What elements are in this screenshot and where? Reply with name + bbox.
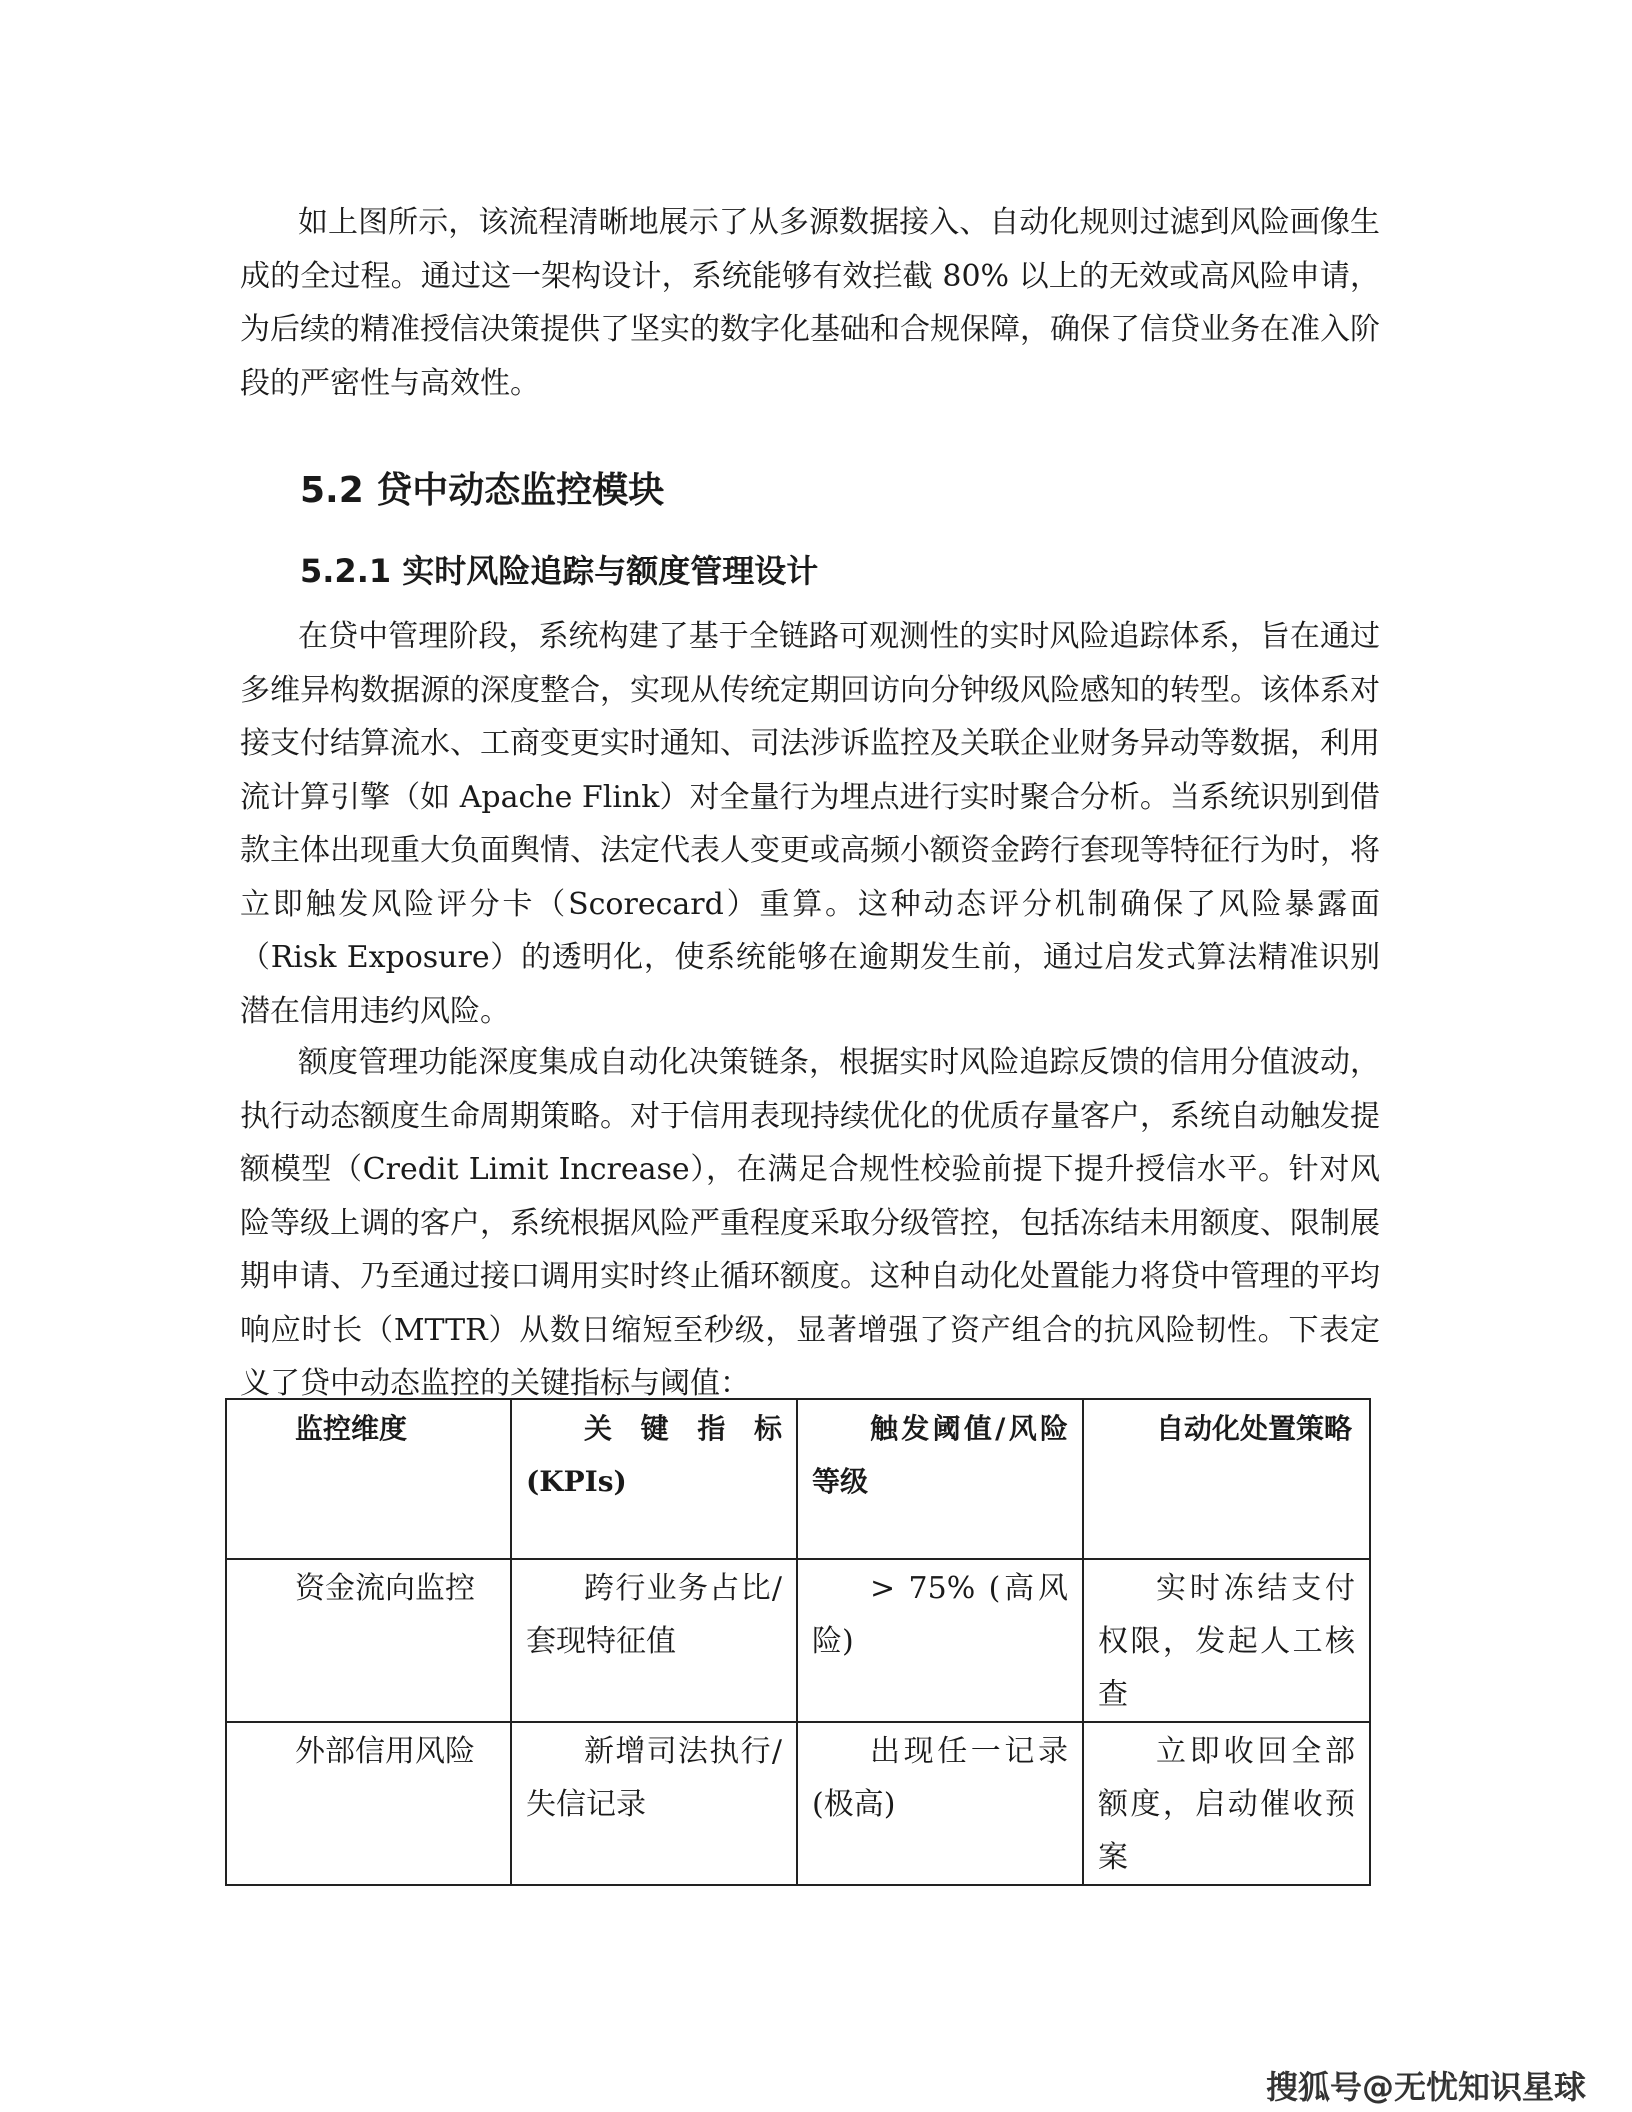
table-header-cell: 自动化处置策略 bbox=[1083, 1399, 1370, 1559]
table-row bbox=[226, 1722, 1370, 1885]
table-cell: 资金流向监控 bbox=[226, 1559, 511, 1722]
table-row bbox=[226, 1559, 1370, 1722]
table-header-row bbox=[226, 1399, 1370, 1559]
table-header-cell: 监控维度 bbox=[226, 1399, 511, 1559]
intro-paragraph: 如上图所示，该流程清晰地展示了从多源数据接入、自动化规则过滤到风险画像生成的全过程。通过这一架构设计，系统能够有效拦截 80% 以上的无效或高风险申请，为后续的精准授信决策提供了坚实的数字化基础和合规保障，确保了信贷业务在准入阶段的严密性与高效性。 bbox=[240, 205, 1380, 401]
subsection-heading: 5.2.1 实时风险追踪与额度管理设计 bbox=[300, 552, 819, 590]
section-heading: 5.2 贷中动态监控模块 bbox=[300, 470, 665, 511]
quota-management-paragraph: 额度管理功能深度集成自动化决策链条，根据实时风险追踪反馈的信用分值波动，执行动态额度生命周期策略。对于信用表现持续优化的优质存量客户，系统自动触发提额模型（Credit Limit Increase），在满足合规性校验前提下提升授信水平。针对风险等级上调的客户，系统根据风险严重程度采取分级管控，包括冻结未用额度、限制展期申请、乃至通过接口调用实时终止循环额度。这种自动化处置能力将贷中管理的平均响应时长（MTTR）从数日缩短至秒级，显著增强了资产组合的抗风险韧性。下表定义了贷中动态监控的关键指标与阈值： bbox=[240, 1045, 1380, 1401]
table-header-cell: 触发阈值/风险等级 bbox=[797, 1399, 1083, 1559]
table-cell: 出现任一记录(极高) bbox=[797, 1722, 1083, 1885]
table-header-cell: 关键指标(KPIs) bbox=[511, 1399, 797, 1559]
risk-tracking-paragraph: 在贷中管理阶段，系统构建了基于全链路可观测性的实时风险追踪体系，旨在通过多维异构数据源的深度整合，实现从传统定期回访向分钟级风险感知的转型。该体系对接支付结算流水、工商变更实时通知、司法涉诉监控及关联企业财务异动等数据，利用流计算引擎（如 Apache Flink）对全量行为埋点进行实时聚合分析。当系统识别到借款主体出现重大负面舆情、法定代表人变更或高频小额资金跨行套现等特征行为时，将立即触发风险评分卡（Scorecard）重算。这种动态评分机制确保了风险暴露面（Risk Exposure）的透明化，使系统能够在逾期发生前，通过启发式算法精准识别潜在信用违约风险。 bbox=[240, 619, 1380, 1029]
table-cell: 立即收回全部额度，启动催收预案 bbox=[1083, 1722, 1370, 1885]
table-cell: 跨行业务占比/套现特征值 bbox=[511, 1559, 797, 1722]
table-cell: 新增司法执行/失信记录 bbox=[511, 1722, 797, 1885]
table-cell: 实时冻结支付权限，发起人工核查 bbox=[1083, 1559, 1370, 1722]
table-cell: 外部信用风险 bbox=[226, 1722, 511, 1885]
watermark: 搜狐号@无忧知识星球 bbox=[1265, 2068, 1586, 2106]
table-cell: > 75% (高风险) bbox=[797, 1559, 1083, 1722]
monitoring-kpi-table bbox=[225, 1398, 1371, 1886]
